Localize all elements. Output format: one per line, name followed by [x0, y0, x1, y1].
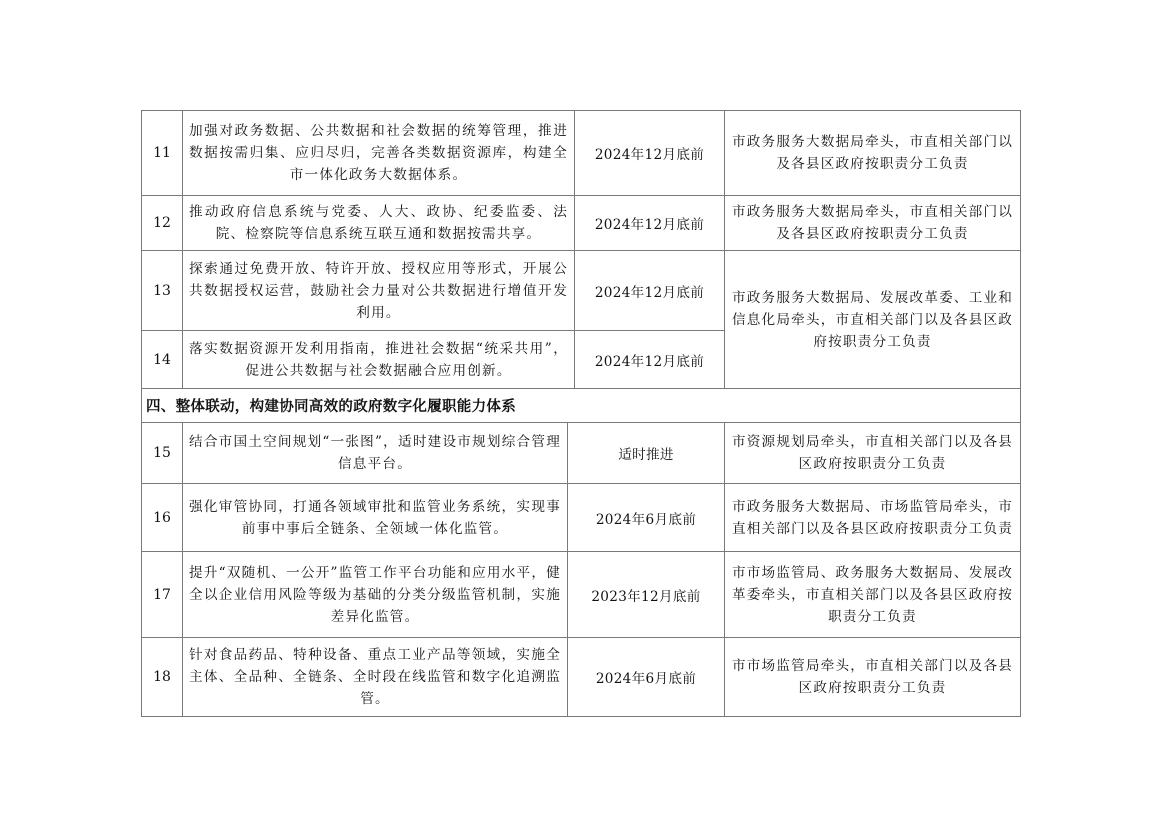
- task-description: 加强对政务数据、公共数据和社会数据的统筹管理，推进数据按需归集、应归尽归，完善各类数据资源库，构建全市一体化政务大数据体系。: [189, 123, 568, 183]
- task-description: 针对食品药品、特种设备、重点工业产品等领域，实施全主体、全品种、全链条、全时段在线监管和数字化追溯监管。: [189, 647, 561, 707]
- responsible-unit: 市政务服务大数据局、发展改革委、工业和信息化局牵头，市直相关部门以及各县区政府按职责分工负责: [731, 289, 1014, 350]
- deadline: 2024年12月底前: [594, 284, 705, 301]
- task-description: 探索通过免费开放、特许开放、授权应用等形式，开展公共数据授权运营，鼓励社会力量对公共数据进行增值开发利用。: [189, 260, 568, 321]
- deadline: 2024年6月底前: [595, 511, 697, 528]
- responsible-unit: 市政务服务大数据局、市场监管局牵头，市直相关部门以及各县区政府按职责分工负责: [731, 498, 1014, 537]
- row-number: 14: [153, 351, 171, 368]
- row-number: 13: [153, 282, 171, 299]
- table-rule: [141, 716, 1021, 717]
- task-description: 强化审管协同，打通各领域审批和监管业务系统，实现事前事中事后全链条、全领域一体化监管。: [189, 498, 561, 537]
- task-description: 推动政府信息系统与党委、人大、政协、纪委监委、法院、检察院等信息系统互联互通和数据按需共享。: [189, 204, 568, 242]
- deadline: 2024年12月底前: [594, 353, 705, 370]
- deadline: 2024年12月底前: [594, 147, 705, 163]
- responsible-unit: 市资源规划局牵头，市直相关部门以及各县区政府按职责分工负责: [731, 434, 1014, 472]
- deadline: 2024年12月底前: [594, 217, 705, 233]
- deadline: 2023年12月底前: [591, 588, 701, 605]
- responsible-unit: 市市场监管局、政务服务大数据局、发展改革委牵头，市直相关部门以及各县区政府按职责分工负责: [731, 564, 1014, 625]
- responsible-unit: 市市场监管局牵头，市直相关部门以及各县区政府按职责分工负责: [731, 658, 1014, 696]
- deadline: 适时推进: [618, 447, 674, 463]
- responsible-unit: 市政务服务大数据局牵头，市直相关部门以及各县区政府按职责分工负责: [731, 204, 1014, 242]
- row-number: 17: [153, 586, 171, 603]
- task-description: 结合市国土空间规划“一张图”，适时建设市规划综合管理信息平台。: [189, 434, 561, 472]
- row-number: 15: [153, 445, 171, 461]
- row-number: 12: [153, 215, 171, 231]
- row-number: 16: [153, 509, 171, 526]
- task-description: 落实数据资源开发利用指南，推进社会数据“统采共用”，促进公共数据与社会数据融合应用创新。: [189, 340, 568, 379]
- responsible-unit: 市政务服务大数据局牵头，市直相关部门以及各县区政府按职责分工负责: [731, 134, 1014, 172]
- row-number: 18: [153, 669, 171, 685]
- table-rule: [1020, 110, 1021, 717]
- row-number: 11: [153, 145, 171, 161]
- deadline: 2024年6月底前: [595, 671, 697, 687]
- task-description: 提升“双随机、一公开”监管工作平台功能和应用水平，健全以企业信用风险等级为基础的分类分级监管机制，实施差异化监管。: [189, 564, 561, 625]
- section-heading: 四、整体联动，构建协同高效的政府数字化履职能力体系: [146, 398, 516, 415]
